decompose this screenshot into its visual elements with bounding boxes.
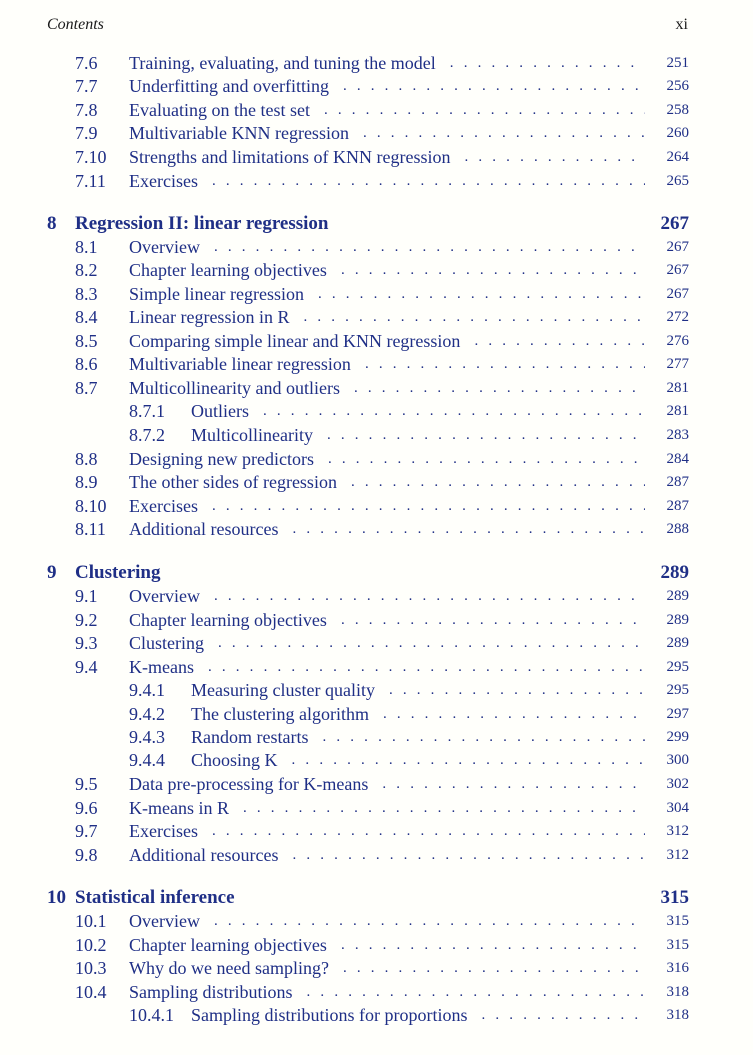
toc-entry[interactable]	[0, 1004, 753, 1026]
toc-entry-page: 297	[666, 706, 689, 722]
toc-entry-number: 7.9	[75, 123, 98, 143]
toc-entry[interactable]	[0, 52, 753, 74]
toc-entry-title: Additional resources	[129, 519, 279, 539]
dot-leader	[341, 934, 645, 956]
toc-entry-number: 7.7	[75, 76, 98, 96]
toc-entry-title: K-means	[129, 657, 194, 677]
toc-entry[interactable]	[0, 400, 753, 422]
toc-entry-title: Outliers	[191, 401, 249, 421]
toc-entry[interactable]	[0, 75, 753, 97]
toc-entry-page: 302	[666, 776, 689, 792]
dot-leader	[365, 353, 645, 375]
toc-entry-number: 7.6	[75, 53, 98, 73]
toc-entry-title: Evaluating on the test set	[129, 100, 310, 120]
toc-entry-page: 288	[666, 521, 689, 537]
toc-entry[interactable]	[0, 471, 753, 493]
toc-entry-title: Clustering	[129, 633, 204, 653]
toc-chapter-entry[interactable]	[0, 561, 753, 585]
toc-entry-number: 9.1	[75, 586, 98, 606]
dot-leader	[292, 518, 645, 540]
toc-entry-title: Regression II: linear regression	[75, 213, 329, 234]
toc-entry-title: Chapter learning objectives	[129, 610, 327, 630]
toc-entry-page: 267	[666, 239, 689, 255]
dot-leader	[218, 632, 645, 654]
toc-entry-number: 8.5	[75, 331, 98, 351]
toc-entry-number: 8.8	[75, 449, 98, 469]
dot-leader	[243, 797, 645, 819]
toc-entry[interactable]	[0, 632, 753, 654]
toc-entry-number: 9.5	[75, 774, 98, 794]
dot-leader	[363, 122, 645, 144]
toc-entry-page: 272	[666, 309, 689, 325]
toc-entry[interactable]	[0, 797, 753, 819]
toc-entry[interactable]	[0, 981, 753, 1003]
toc-entry-page: 276	[666, 333, 689, 349]
toc-entry-page: 289	[666, 635, 689, 651]
toc-entry[interactable]	[0, 749, 753, 771]
toc-entry-number: 8.7.2	[129, 425, 165, 445]
dot-leader	[351, 471, 645, 493]
toc-entry-title: Training, evaluating, and tuning the model	[129, 53, 436, 73]
toc-entry-title: Choosing K	[191, 750, 278, 770]
toc-entry[interactable]	[0, 518, 753, 540]
dot-leader	[212, 820, 645, 842]
toc-entry-number: 8.11	[75, 519, 106, 539]
dot-leader	[307, 981, 645, 1003]
toc-entry-number: 8.2	[75, 260, 98, 280]
dot-leader	[327, 424, 645, 446]
toc-entry-number: 8.4	[75, 307, 98, 327]
toc-entry[interactable]	[0, 934, 753, 956]
toc-entry-page: 295	[666, 659, 689, 675]
toc-entry-number: 9.3	[75, 633, 98, 653]
toc-entry-number: 9.8	[75, 845, 98, 865]
toc-entry-page: 287	[666, 498, 689, 514]
toc-entry-title: Clustering	[75, 562, 161, 583]
dot-leader	[389, 679, 645, 701]
toc-entry-page: 318	[666, 1007, 689, 1023]
toc-entry-page: 304	[666, 800, 689, 816]
toc-entry-number: 8.7.1	[129, 401, 165, 421]
toc-entry[interactable]	[0, 377, 753, 399]
toc-entry-number: 9.4.2	[129, 704, 165, 724]
toc-entry-number: 9.4.1	[129, 680, 165, 700]
dot-leader	[474, 330, 645, 352]
toc-entry-page: 289	[666, 612, 689, 628]
toc-chapter-entry[interactable]	[0, 886, 753, 910]
toc-entry[interactable]	[0, 236, 753, 258]
toc-entry[interactable]	[0, 585, 753, 607]
toc-entry[interactable]	[0, 99, 753, 121]
toc-entry-page: 312	[666, 823, 689, 839]
toc-entry-page: 312	[666, 847, 689, 863]
dot-leader	[343, 75, 645, 97]
toc-entry-title: Statistical inference	[75, 887, 235, 908]
toc-entry-page: 287	[666, 474, 689, 490]
toc-entry-page: 281	[666, 403, 689, 419]
toc-entry-page: 267	[660, 213, 689, 234]
dot-leader	[212, 170, 645, 192]
toc-entry-page: 315	[666, 913, 689, 929]
running-head-title: Contents	[47, 16, 104, 33]
toc-entry-number: 7.10	[75, 147, 107, 167]
toc-entry[interactable]	[0, 844, 753, 866]
toc-entry-number: 8	[47, 213, 57, 234]
toc-entry[interactable]	[0, 726, 753, 748]
toc-entry[interactable]	[0, 957, 753, 979]
toc-entry-number: 8.1	[75, 237, 98, 257]
toc-entry-title: Multivariable linear regression	[129, 354, 351, 374]
toc-entry-title: Chapter learning objectives	[129, 260, 327, 280]
toc-entry-number: 10.4	[75, 982, 107, 1002]
toc-entry[interactable]	[0, 306, 753, 328]
toc-entry-number: 9.4.3	[129, 727, 165, 747]
toc-entry-title: Underfitting and overfitting	[129, 76, 329, 96]
dot-leader	[214, 236, 645, 258]
toc-entry-title: Data pre-processing for K-means	[129, 774, 369, 794]
toc-entry-page: 289	[660, 562, 689, 583]
toc-entry-page: 295	[666, 682, 689, 698]
toc-entry-title: Additional resources	[129, 845, 279, 865]
toc-entry-number: 9.7	[75, 821, 98, 841]
toc-entry-number: 8.9	[75, 472, 98, 492]
toc-entry[interactable]	[0, 330, 753, 352]
toc-entry-page: 251	[666, 55, 689, 71]
toc-entry-number: 8.6	[75, 354, 98, 374]
toc-entry-page: 258	[666, 102, 689, 118]
toc-entry-title: Designing new predictors	[129, 449, 314, 469]
toc-entry-page: 316	[666, 960, 689, 976]
dot-leader	[450, 52, 645, 74]
toc-entry-number: 9.6	[75, 798, 98, 818]
toc-entry[interactable]	[0, 259, 753, 281]
dot-leader	[212, 495, 645, 517]
toc-entry[interactable]	[0, 424, 753, 446]
toc-entry-page: 289	[666, 588, 689, 604]
toc-entry[interactable]	[0, 910, 753, 932]
toc-entry-title: Multicollinearity and outliers	[129, 378, 340, 398]
toc-entry[interactable]	[0, 679, 753, 701]
toc-entry-title: Random restarts	[191, 727, 309, 747]
toc-entry[interactable]	[0, 656, 753, 678]
toc-entry-title: The clustering algorithm	[191, 704, 369, 724]
toc-entry-page: 260	[666, 125, 689, 141]
toc-entry-number: 7.11	[75, 171, 106, 191]
toc-entry-page: 264	[666, 149, 689, 165]
dot-leader	[343, 957, 645, 979]
toc-entry-page: 299	[666, 729, 689, 745]
toc-entry-title: Chapter learning objectives	[129, 935, 327, 955]
toc-entry-number: 7.8	[75, 100, 98, 120]
toc-entry-page: 315	[666, 937, 689, 953]
toc-entry-title: Exercises	[129, 821, 198, 841]
toc-entry-title: Multivariable KNN regression	[129, 123, 349, 143]
toc-entry[interactable]	[0, 495, 753, 517]
dot-leader	[318, 283, 645, 305]
toc-entry-number: 10	[47, 887, 66, 908]
dot-leader	[292, 749, 645, 771]
toc-entry[interactable]	[0, 820, 753, 842]
toc-entry-number: 8.7	[75, 378, 98, 398]
toc-entry[interactable]	[0, 122, 753, 144]
toc-entry[interactable]	[0, 609, 753, 631]
toc-entry-title: Overview	[129, 586, 200, 606]
toc-entry-number: 9.2	[75, 610, 98, 630]
toc-entry-page: 267	[666, 286, 689, 302]
toc-entry[interactable]	[0, 353, 753, 375]
toc-entry[interactable]	[0, 448, 753, 470]
toc-entry[interactable]	[0, 170, 753, 192]
toc-entry-title: Exercises	[129, 171, 198, 191]
dot-leader	[263, 400, 645, 422]
dot-leader	[292, 844, 645, 866]
toc-entry-title: Sampling distributions for proportions	[191, 1005, 468, 1025]
dot-leader	[382, 773, 645, 795]
toc-entry[interactable]	[0, 773, 753, 795]
toc-entry-title: Linear regression in R	[129, 307, 290, 327]
toc-entry-page: 318	[666, 984, 689, 1000]
toc-entry-number: 9.4.4	[129, 750, 165, 770]
toc-entry-page: 265	[666, 173, 689, 189]
toc-entry-page: 300	[666, 752, 689, 768]
toc-entry-number: 8.10	[75, 496, 107, 516]
running-head-page-number: xi	[675, 16, 688, 33]
dot-leader	[482, 1004, 646, 1026]
toc-entry-page: 281	[666, 380, 689, 396]
toc-entry[interactable]	[0, 283, 753, 305]
toc-chapter-entry[interactable]	[0, 212, 753, 236]
toc-entry-number: 10.4.1	[129, 1005, 174, 1025]
dot-leader	[341, 609, 645, 631]
toc-entry-title: Sampling distributions	[129, 982, 293, 1002]
toc-entry-title: Simple linear regression	[129, 284, 304, 304]
dot-leader	[214, 910, 645, 932]
toc-entry-title: Comparing simple linear and KNN regression	[129, 331, 461, 351]
dot-leader	[383, 703, 645, 725]
toc-entry-number: 10.1	[75, 911, 107, 931]
toc-entry-page: 284	[666, 451, 689, 467]
dot-leader	[464, 146, 645, 168]
dot-leader	[324, 99, 645, 121]
toc-entry-page: 267	[666, 262, 689, 278]
dot-leader	[328, 448, 645, 470]
toc-entry-title: Overview	[129, 911, 200, 931]
dot-leader	[354, 377, 645, 399]
toc-entry-page: 256	[666, 78, 689, 94]
toc-entry-number: 9	[47, 562, 57, 583]
dot-leader	[341, 259, 645, 281]
toc-entry-number: 8.3	[75, 284, 98, 304]
toc-entry-title: Multicollinearity	[191, 425, 313, 445]
toc-entry-title: K-means in R	[129, 798, 229, 818]
toc-entry-title: Strengths and limitations of KNN regression	[129, 147, 451, 167]
toc-entry-title: Why do we need sampling?	[129, 958, 329, 978]
dot-leader	[208, 656, 645, 678]
toc-entry[interactable]	[0, 146, 753, 168]
toc-entry-number: 9.4	[75, 657, 98, 677]
dot-leader	[322, 726, 645, 748]
dot-leader	[303, 306, 645, 328]
toc-entry-number: 10.2	[75, 935, 107, 955]
dot-leader	[214, 585, 645, 607]
toc-entry-title: Overview	[129, 237, 200, 257]
toc-entry[interactable]	[0, 703, 753, 725]
toc-entry-title: Exercises	[129, 496, 198, 516]
toc-entry-number: 10.3	[75, 958, 107, 978]
toc-entry-page: 277	[666, 356, 689, 372]
toc-entry-title: Measuring cluster quality	[191, 680, 375, 700]
toc-entry-page: 283	[666, 427, 689, 443]
toc-entry-page: 315	[660, 887, 689, 908]
toc-entry-title: The other sides of regression	[129, 472, 337, 492]
